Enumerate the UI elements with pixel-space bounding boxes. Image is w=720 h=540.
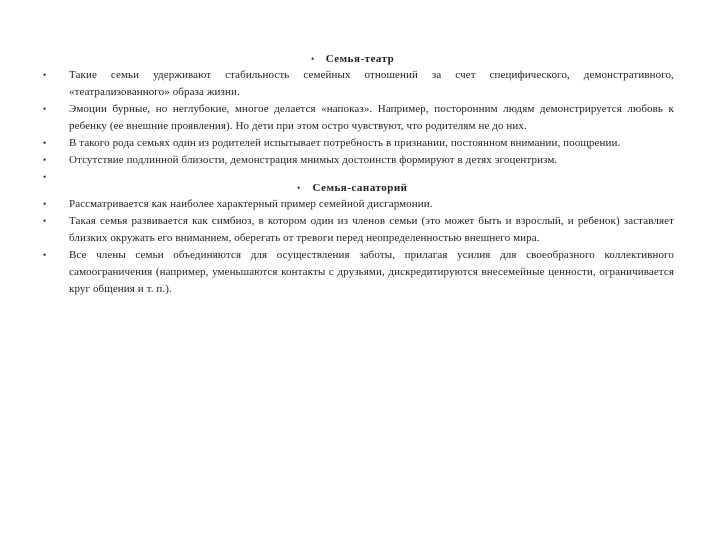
list-item — [0, 67, 720, 101]
section-family-sanatorium — [0, 180, 720, 298]
list-item-text: Эмоции бурные, но неглубокие, многое делается «напоказ». Например, посторонним людям демонстрируется любовь к ребенку (ее внешние проявления). Но дети при этом остро чувствуют, что родителям не до них. — [69, 103, 674, 132]
list-item — [0, 213, 720, 247]
bullet: • — [43, 70, 47, 80]
heading-bullet: • — [311, 54, 315, 64]
bullet: • — [43, 216, 47, 226]
bullet: • — [43, 138, 47, 148]
list-item-text: Такие семьи удерживают стабильность семейных отношений за счет специфического, демонстративного, «театрализованного» образа жизни. — [69, 69, 674, 98]
section-heading — [0, 51, 720, 67]
list-item — [0, 152, 720, 169]
list-item — [0, 247, 720, 298]
list-item-text: Отсутствие подлинной близости, демонстрация мнимых достоинств формируют в детях эгоцентризм. — [69, 154, 558, 166]
bullet: • — [43, 172, 47, 182]
bullet: • — [43, 250, 47, 260]
list-item-text: Рассматривается как наиболее характерный пример семейной дисгармонии. — [69, 198, 433, 210]
bullet: • — [43, 104, 47, 114]
section-heading — [0, 180, 720, 196]
bullet: • — [43, 199, 47, 209]
bullet: • — [43, 155, 47, 165]
section-family-theater — [0, 51, 720, 186]
list-item — [0, 196, 720, 213]
section-title: Семья-санаторий — [312, 182, 408, 194]
heading-bullet: • — [297, 183, 301, 193]
list-item-text: Все члены семьи объединяются для осуществления заботы, прилагая усилия для своеобразного коллективного самоограничения (например, уменьшаются контакты с друзьями, дискредитируются внесемейные ценности, ограничивается круг общения и т. п.). — [69, 249, 674, 295]
list-item-text: В такого рода семьях один из родителей испытывает потребность в признании, постоянном внимании, поощрении. — [69, 137, 621, 149]
section-title: Семья-театр — [325, 53, 395, 65]
list-item — [0, 101, 720, 135]
list-item-text: Такая семья развивается как симбиоз, в котором один из членов семьи (это может быть и взрослый, и ребенок) заставляет близких окружать его вниманием, оберегать от тревоги перед неопределенностью внешнего мира. — [69, 215, 674, 244]
list-item — [0, 135, 720, 152]
